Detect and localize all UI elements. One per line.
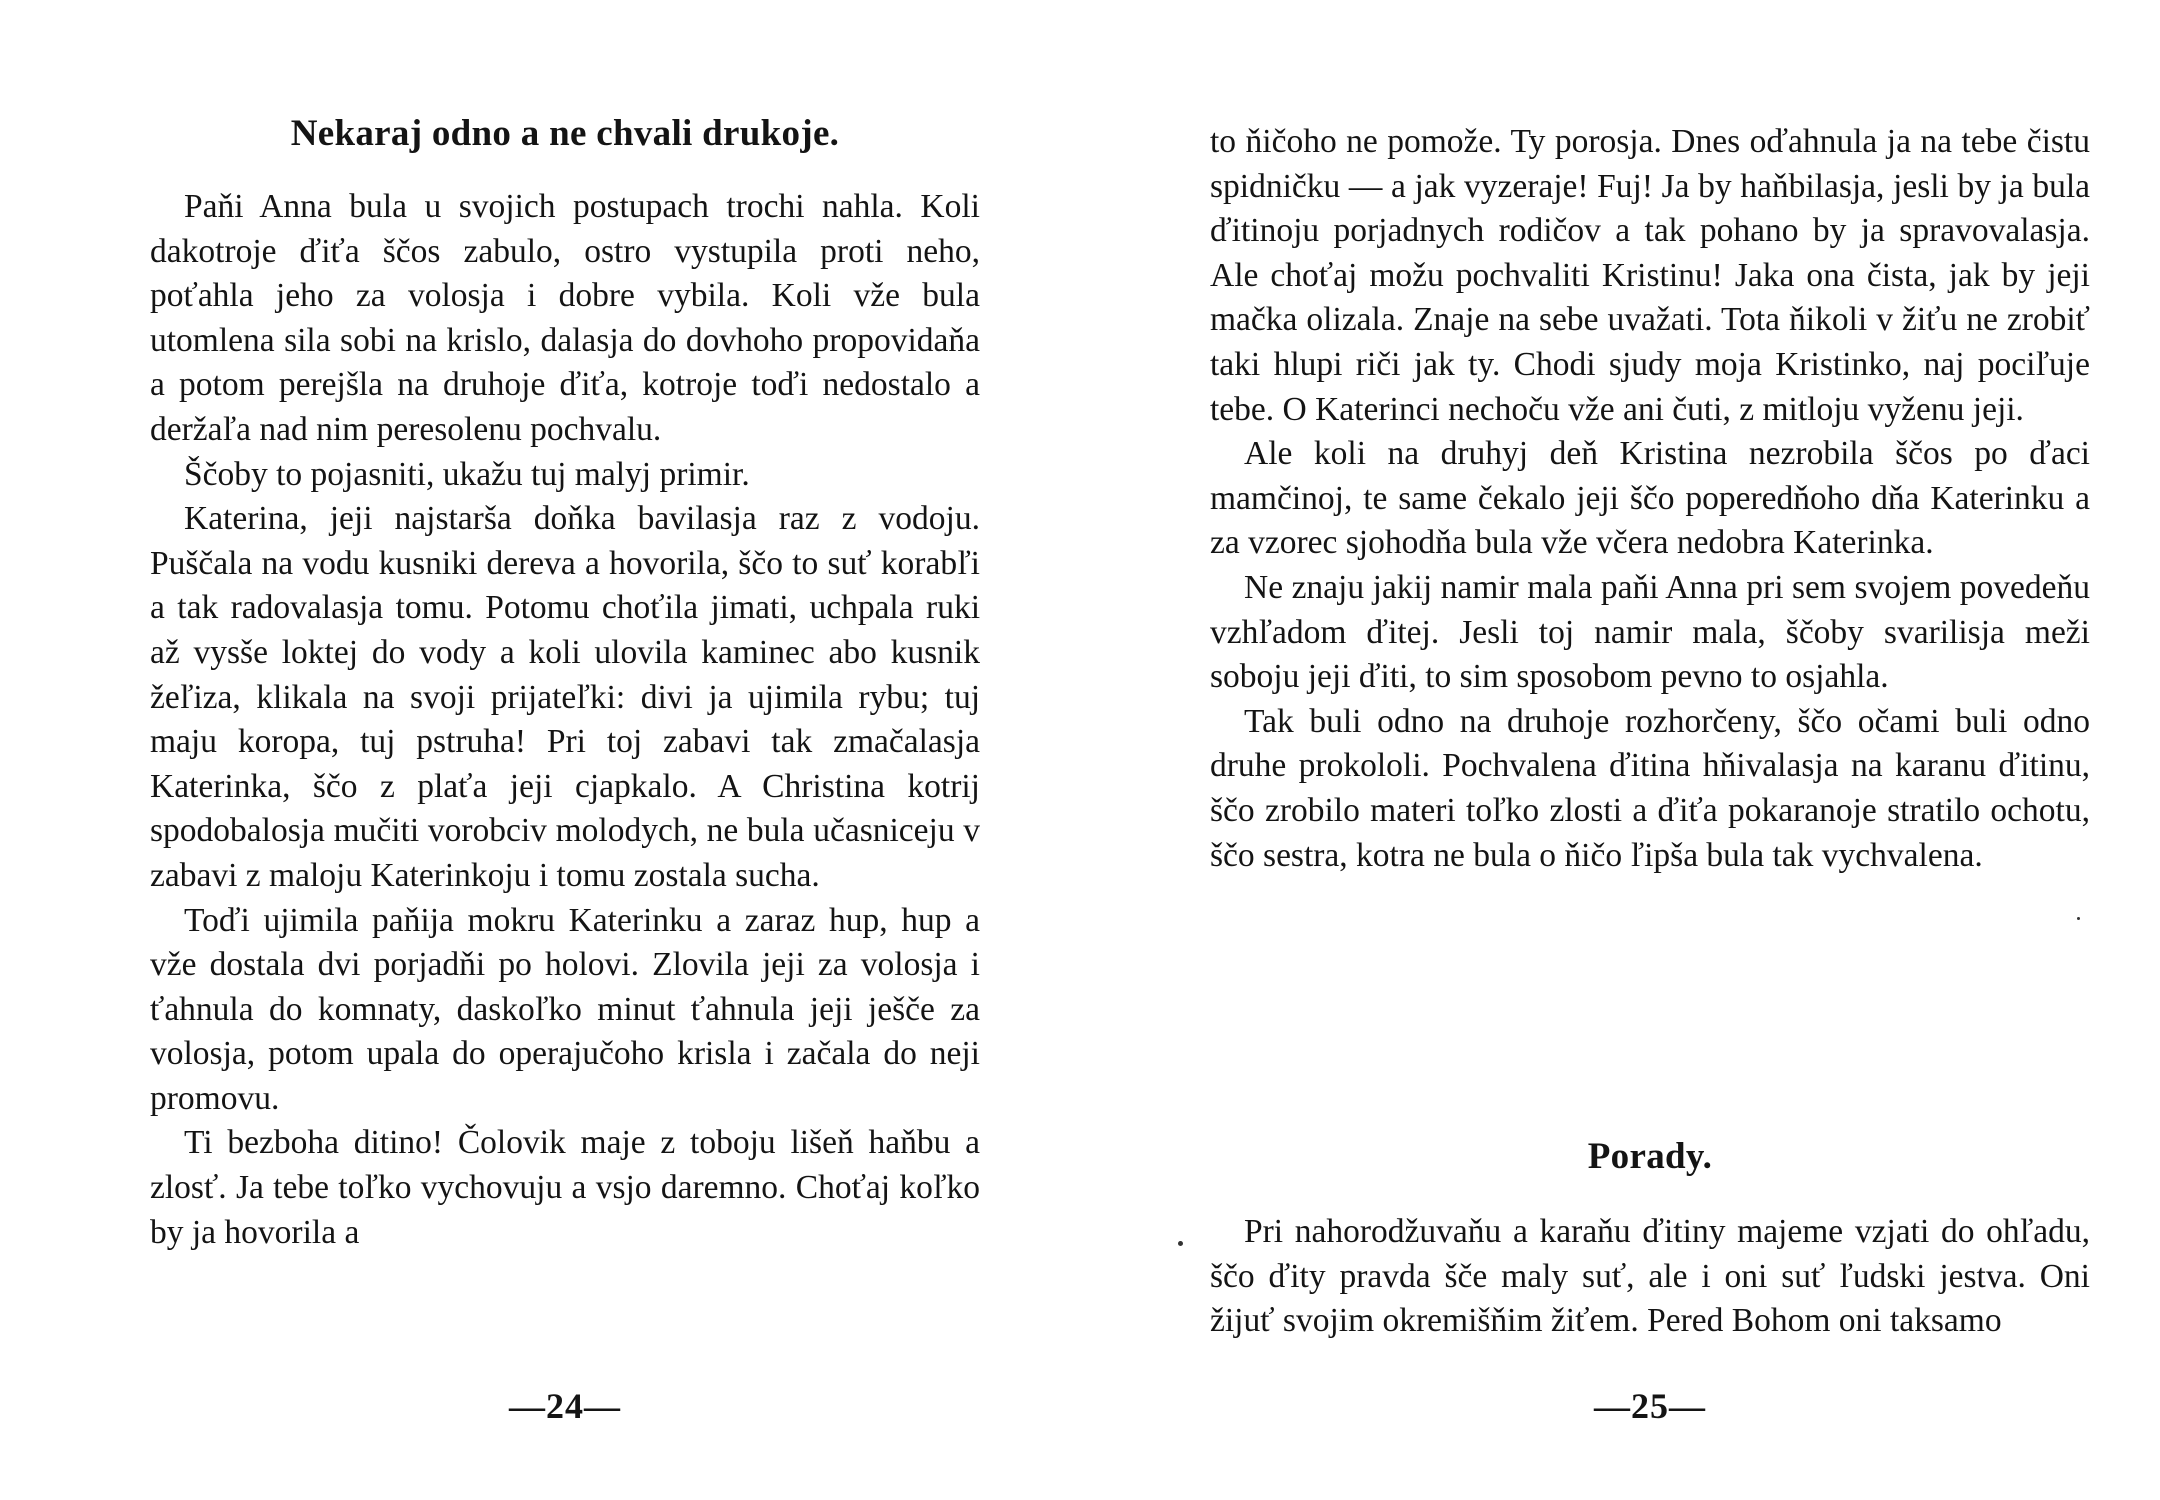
right-paragraph: to ňičoho ne pomože. Ty porosja. Dnes oďahnula ja na tebe čistu spidničku — a jak vyzeraje! Fuj! Ja by haňbilasja, jesli by ja bula ďitinoju porjadnych rodičov a tak pohano by ja spravovalasja. Ale choťaj možu pochvaliti Kristinu! Jaka ona čista, jak by jeji mačka olizala. Znaje na sebe uvažati. Tota ňikoli v žiťu ne zrobiť taki hlupi riči jak ty. Chodi sjudy moja Kristinko, naj pociľuje tebe. O Katerinci nechoču vže ani čuti, z mitloju vyženu jeji.: [1210, 123, 2090, 428]
left-paragraph: Paňi Anna bula u svojich postupach trochi nahla. Koli dakotroje ďiťa ščos zabulo, ostro vystupila proti neho, poťahla jeho za volosja i dobre vybila. Koli vže bula utomlena sila sobi na krislo, dalasja do dovhoho propovidaňa a potom perejšla na druhoje ďiťa, kotroje toďi nedostalo a deržaľa nad nim peresolenu pochvalu.: [150, 188, 980, 448]
right-page-body-bottom: [1210, 1210, 2090, 1344]
right-paragraph: Tak buli odno na druhoje rozhorčeny, ščo očami buli odno druhe prokololi. Pochvalena ďitina hňivalasja na karanu ďitinu, ščo zrobilo materi toľko zlosti a ďiťa pokaranoje stratilo ochotu, ščo sestra, kotra ne bula o ňičo ľipša bula tak vychvalena.: [1210, 702, 2090, 874]
left-page-heading: Nekaraj odno a ne chvali drukoje.: [290, 113, 840, 154]
print-speck: [2077, 917, 2080, 920]
right-page-body-top: [1210, 120, 2090, 878]
left-paragraph: Katerina, jeji najstarša doňka bavilasja raz z vodoju. Puščala na vodu kusniki dereva a hovorila, ščo to suť korabľi a tak radovalasja tomu. Potomu choťila jimati, uchpala ruki až vysše loktej do vody a koli ulovila kaminec abo kusnik žeľiza, klikala na svoji prijateľki: divi ja ujimila rybu; tuj maju koropa, tuj pstruha! Pri toj zabavi tak zmačalasja Katerinka, ščo z plaťa jeji cjapkalo. A Christina kotrij spodobalosja mučiti vorobciv molodych, ne bula učasniceju v zabavi z maloju Katerinkoju i tomu zostala sucha.: [150, 500, 980, 894]
right-page-number: —25—: [1594, 1386, 1706, 1426]
right-page: [1210, 0, 2090, 1500]
right-paragraph: Ale koli na druhyj deň Kristina nezrobila ščos po ďaci mamčinoj, te same čekalo jeji ščo poperedňoho dňa Katerinku a za vzorec sjohodňa bula vže včera nedobra Katerinka.: [1210, 435, 2090, 562]
left-page-number: —24—: [509, 1386, 621, 1426]
right-paragraph: Pri nahorodžuvaňu a karaňu ďitiny majeme vzjati do ohľadu, ščo ďity pravda šče maly suť, ale i oni suť ľudski jestva. Oni žijuť svojim okremišňim žiťem. Pered Bohom oni taksamo: [1210, 1213, 2090, 1340]
left-page-body: [150, 185, 980, 1255]
section-heading: Porady.: [1587, 1136, 1713, 1177]
left-paragraph: Ščoby to pojasniti, ukažu tuj malyj primir.: [184, 455, 750, 493]
left-paragraph: Toďi ujimila paňija mokru Katerinku a zaraz hup, hup a vže dostala dvi porjadňi po holovi. Zlovila jeji za volosja i ťahnula do komnaty, daskoľko minut ťahnula jeji ješče za volosja, potom upala do operajučoho krisla i začala do neji promovu.: [150, 901, 980, 1117]
right-paragraph: Ne znaju jakij namir mala paňi Anna pri sem svojem povedeňu vzhľadom ďitej. Jesli toj namir mala, ščoby svarilisja meži soboju jeji ďiti, to sim sposobom pevno to osjahla.: [1210, 568, 2090, 696]
print-speck: [1178, 1241, 1183, 1246]
left-page: [150, 0, 980, 1500]
left-paragraph: Ti bezboha ditino! Čolovik maje z toboju lišeň haňbu a zlosť. Ja tebe toľko vychovuju a vsjo daremno. Choťaj koľko by ja hovorila a: [150, 1124, 980, 1251]
